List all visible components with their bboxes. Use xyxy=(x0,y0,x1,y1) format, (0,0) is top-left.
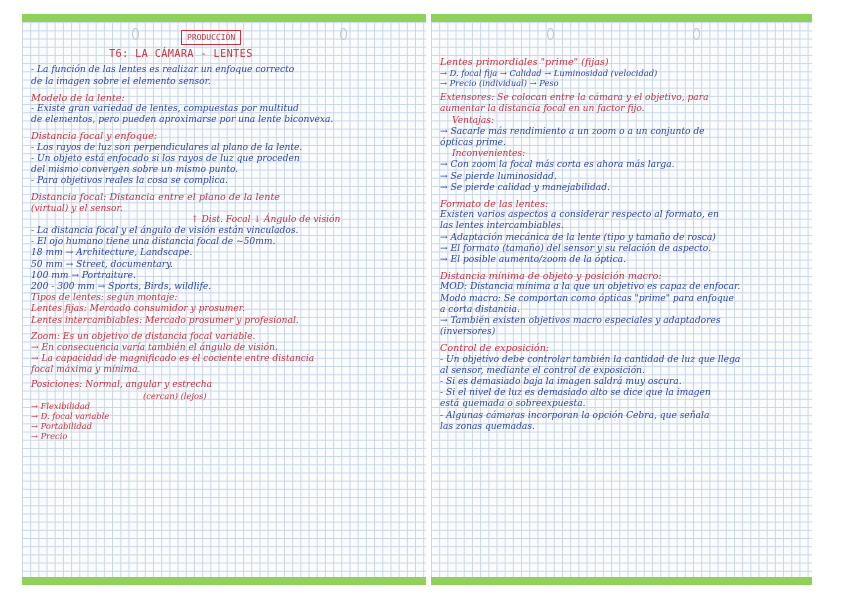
distancia-text xyxy=(31,143,416,188)
text-line: → El formato (tamaño) del sensor y su relación de aspecto. xyxy=(440,243,711,254)
posiciones-sub: (cercan) (lejos) xyxy=(143,390,207,401)
distancia-focal-text xyxy=(31,226,416,293)
page-top-band xyxy=(22,14,426,22)
extensores-text xyxy=(440,104,802,115)
distancia-minima-text xyxy=(440,282,802,338)
control-exposicion-text xyxy=(440,355,802,433)
text-line: → En consecuencia varía también el ángulo de visión. xyxy=(31,343,278,354)
text-line: Tipos de lentes: según montaje: xyxy=(31,293,178,304)
text-line: - Si es demasiado baja la imagen saldrá muy oscura. xyxy=(440,377,682,388)
text-line: Lentes intercambiables: Mercado prosumer y profesional. xyxy=(31,315,299,326)
text-line: focal máxima y mínima. xyxy=(31,365,141,376)
notebook-page-right xyxy=(431,14,812,585)
text-line: MOD: Distancia mínima a la que un objetivo es capaz de enfocar. xyxy=(440,282,741,293)
text-line: 18 mm → Architecture, Landscape. xyxy=(31,248,193,259)
text-line: - Los rayos de luz son perpendiculares al plano de la lente. xyxy=(31,142,303,153)
text-line: → Flexibilidad xyxy=(31,400,91,411)
text-line: - Existe gran variedad de lentes, compuestas por multitud xyxy=(31,104,299,115)
text-line: 50 mm → Street, documentary. xyxy=(31,259,173,270)
text-line: → La capacidad de magnificado es el cociente entre distancia xyxy=(31,354,315,365)
heading-ventajas: Ventajas: xyxy=(452,115,495,126)
heading-primas: Lentes primordiales "prime" (fijas) xyxy=(440,57,609,68)
ventajas-text xyxy=(440,127,802,149)
text-line: → Portabilidad xyxy=(31,420,92,431)
text-line: - El ojo humano tiene una distancia focal de ~50mm. xyxy=(31,237,276,248)
text-line: está quemada o sobreexpuesta. xyxy=(440,399,586,410)
text-line: → Se pierde luminosidad. xyxy=(440,171,557,182)
text-line: → Con zoom la focal más corta es ahora más larga. xyxy=(440,160,675,171)
heading-distancia: Distancia focal y enfoque: xyxy=(31,131,158,143)
heading-formato: Formato de las lentes: xyxy=(440,199,549,211)
posiciones-list xyxy=(31,401,416,441)
text-line: las zonas quemadas. xyxy=(440,421,535,432)
text-line: → Se pierde calidad y manejabilidad. xyxy=(440,182,610,193)
text-line: - Un objeto está enfocado si los rayos de luz que proceden xyxy=(31,153,300,164)
text-line: - La función de las lentes es realizar un enfoque correcto xyxy=(31,65,295,76)
text-line: de elementos, pero pueden aproximarse por una lente biconvexa. xyxy=(31,115,334,126)
intro-text xyxy=(31,65,416,87)
page-bottom-band xyxy=(22,577,426,585)
modelo-text xyxy=(31,104,416,126)
notebook-page-left xyxy=(22,14,426,585)
text-line: - La distancia focal y el ángulo de visión están vinculados. xyxy=(31,226,299,237)
text-line: 200 - 300 mm → Sports, Birds, wildlife. xyxy=(31,282,212,293)
right-page-content xyxy=(431,32,812,577)
text-line: → También existen objetivos macro especiales y adaptadores xyxy=(440,316,721,327)
text-line: de la imagen sobre el elemento sensor. xyxy=(31,76,211,87)
text-line: a corta distancia. xyxy=(440,304,520,315)
page-title: T6: LA CÁMARA - LENTES xyxy=(109,49,253,61)
tipos-text xyxy=(31,293,416,327)
page-bottom-band xyxy=(431,577,812,585)
text-line: Existen varios aspectos a considerar respecto al formato, en xyxy=(440,210,719,221)
text-line: → D. focal fija → Calidad → Luminosidad (velocidad) xyxy=(440,68,658,79)
text-line: → Sacarle más rendimiento a un zoom o a un conjunto de xyxy=(440,126,705,137)
text-line: → Precio xyxy=(31,430,68,441)
text-line: las lentes intercambiables. xyxy=(440,221,564,232)
inconvenientes-text xyxy=(440,160,802,194)
heading-control-exposicion: Control de exposición: xyxy=(440,343,550,355)
heading-extensores: Extensores: Se colocan entre la cámara y el objetivo, para xyxy=(440,93,709,104)
heading-distancia-focal: Distancia focal: Distancia entre el plano de la lente xyxy=(31,192,280,204)
focal-angle-note: ↑ Dist. Focal ↓ Ángulo de visión xyxy=(191,214,341,225)
text-line: 100 mm → Portraiture. xyxy=(31,270,136,281)
text-line: Modo macro: Se comportan como ópticas "prime" para enfoque xyxy=(440,293,734,304)
text-line: - Un objetivo debe controlar también la cantidad de luz que llega xyxy=(440,354,741,365)
text-line: → D. focal variable xyxy=(31,410,110,421)
text-line: Zoom: Es un objetivo de distancia focal variable. xyxy=(31,331,256,342)
text-line: → Adaptación mecánica de la lente (tipo y tamaño de rosca) xyxy=(440,232,716,243)
text-line: del mismo convergen sobre un mismo punto. xyxy=(31,165,239,176)
text-line: - Para objetivos reales la cosa se complica. xyxy=(31,176,228,187)
page-top-band xyxy=(431,14,812,22)
text-line: - Algunas cámaras incorporan la opción Cebra, que señala xyxy=(440,410,710,421)
text-line: al sensor, mediante el control de exposición. xyxy=(440,365,645,376)
formato-text xyxy=(440,210,802,266)
text-line: aumentar la distancia focal en un factor fijo. xyxy=(440,104,645,115)
heading-modelo: Modelo de la lente: xyxy=(31,92,125,104)
left-page-content xyxy=(22,32,426,577)
primas-text xyxy=(440,68,802,88)
text-line: → Precio (individual) → Peso xyxy=(440,78,559,89)
posiciones-line: Posiciones: Normal, angular y estrecha xyxy=(31,379,213,390)
text-line: Lentes fijas: Mercado consumidor y prosumer. xyxy=(31,304,245,315)
text-line: ópticas prime. xyxy=(440,138,506,149)
zoom-text xyxy=(31,332,416,377)
text-line: → El posible aumento/zoom de la óptica. xyxy=(440,255,626,266)
text-line: (inversores) xyxy=(440,327,496,338)
heading-distancia-minima: Distancia mínima de objeto y posición macro: xyxy=(440,271,662,283)
heading-distancia-focal-cont: (virtual) y el sensor. xyxy=(31,203,123,214)
text-line: - Si el nivel de luz es demasiado alto se dice que la imagen xyxy=(440,388,711,399)
section-label: PRODUCCIÓN xyxy=(181,30,241,45)
heading-inconvenientes: Inconvenientes: xyxy=(452,149,526,160)
